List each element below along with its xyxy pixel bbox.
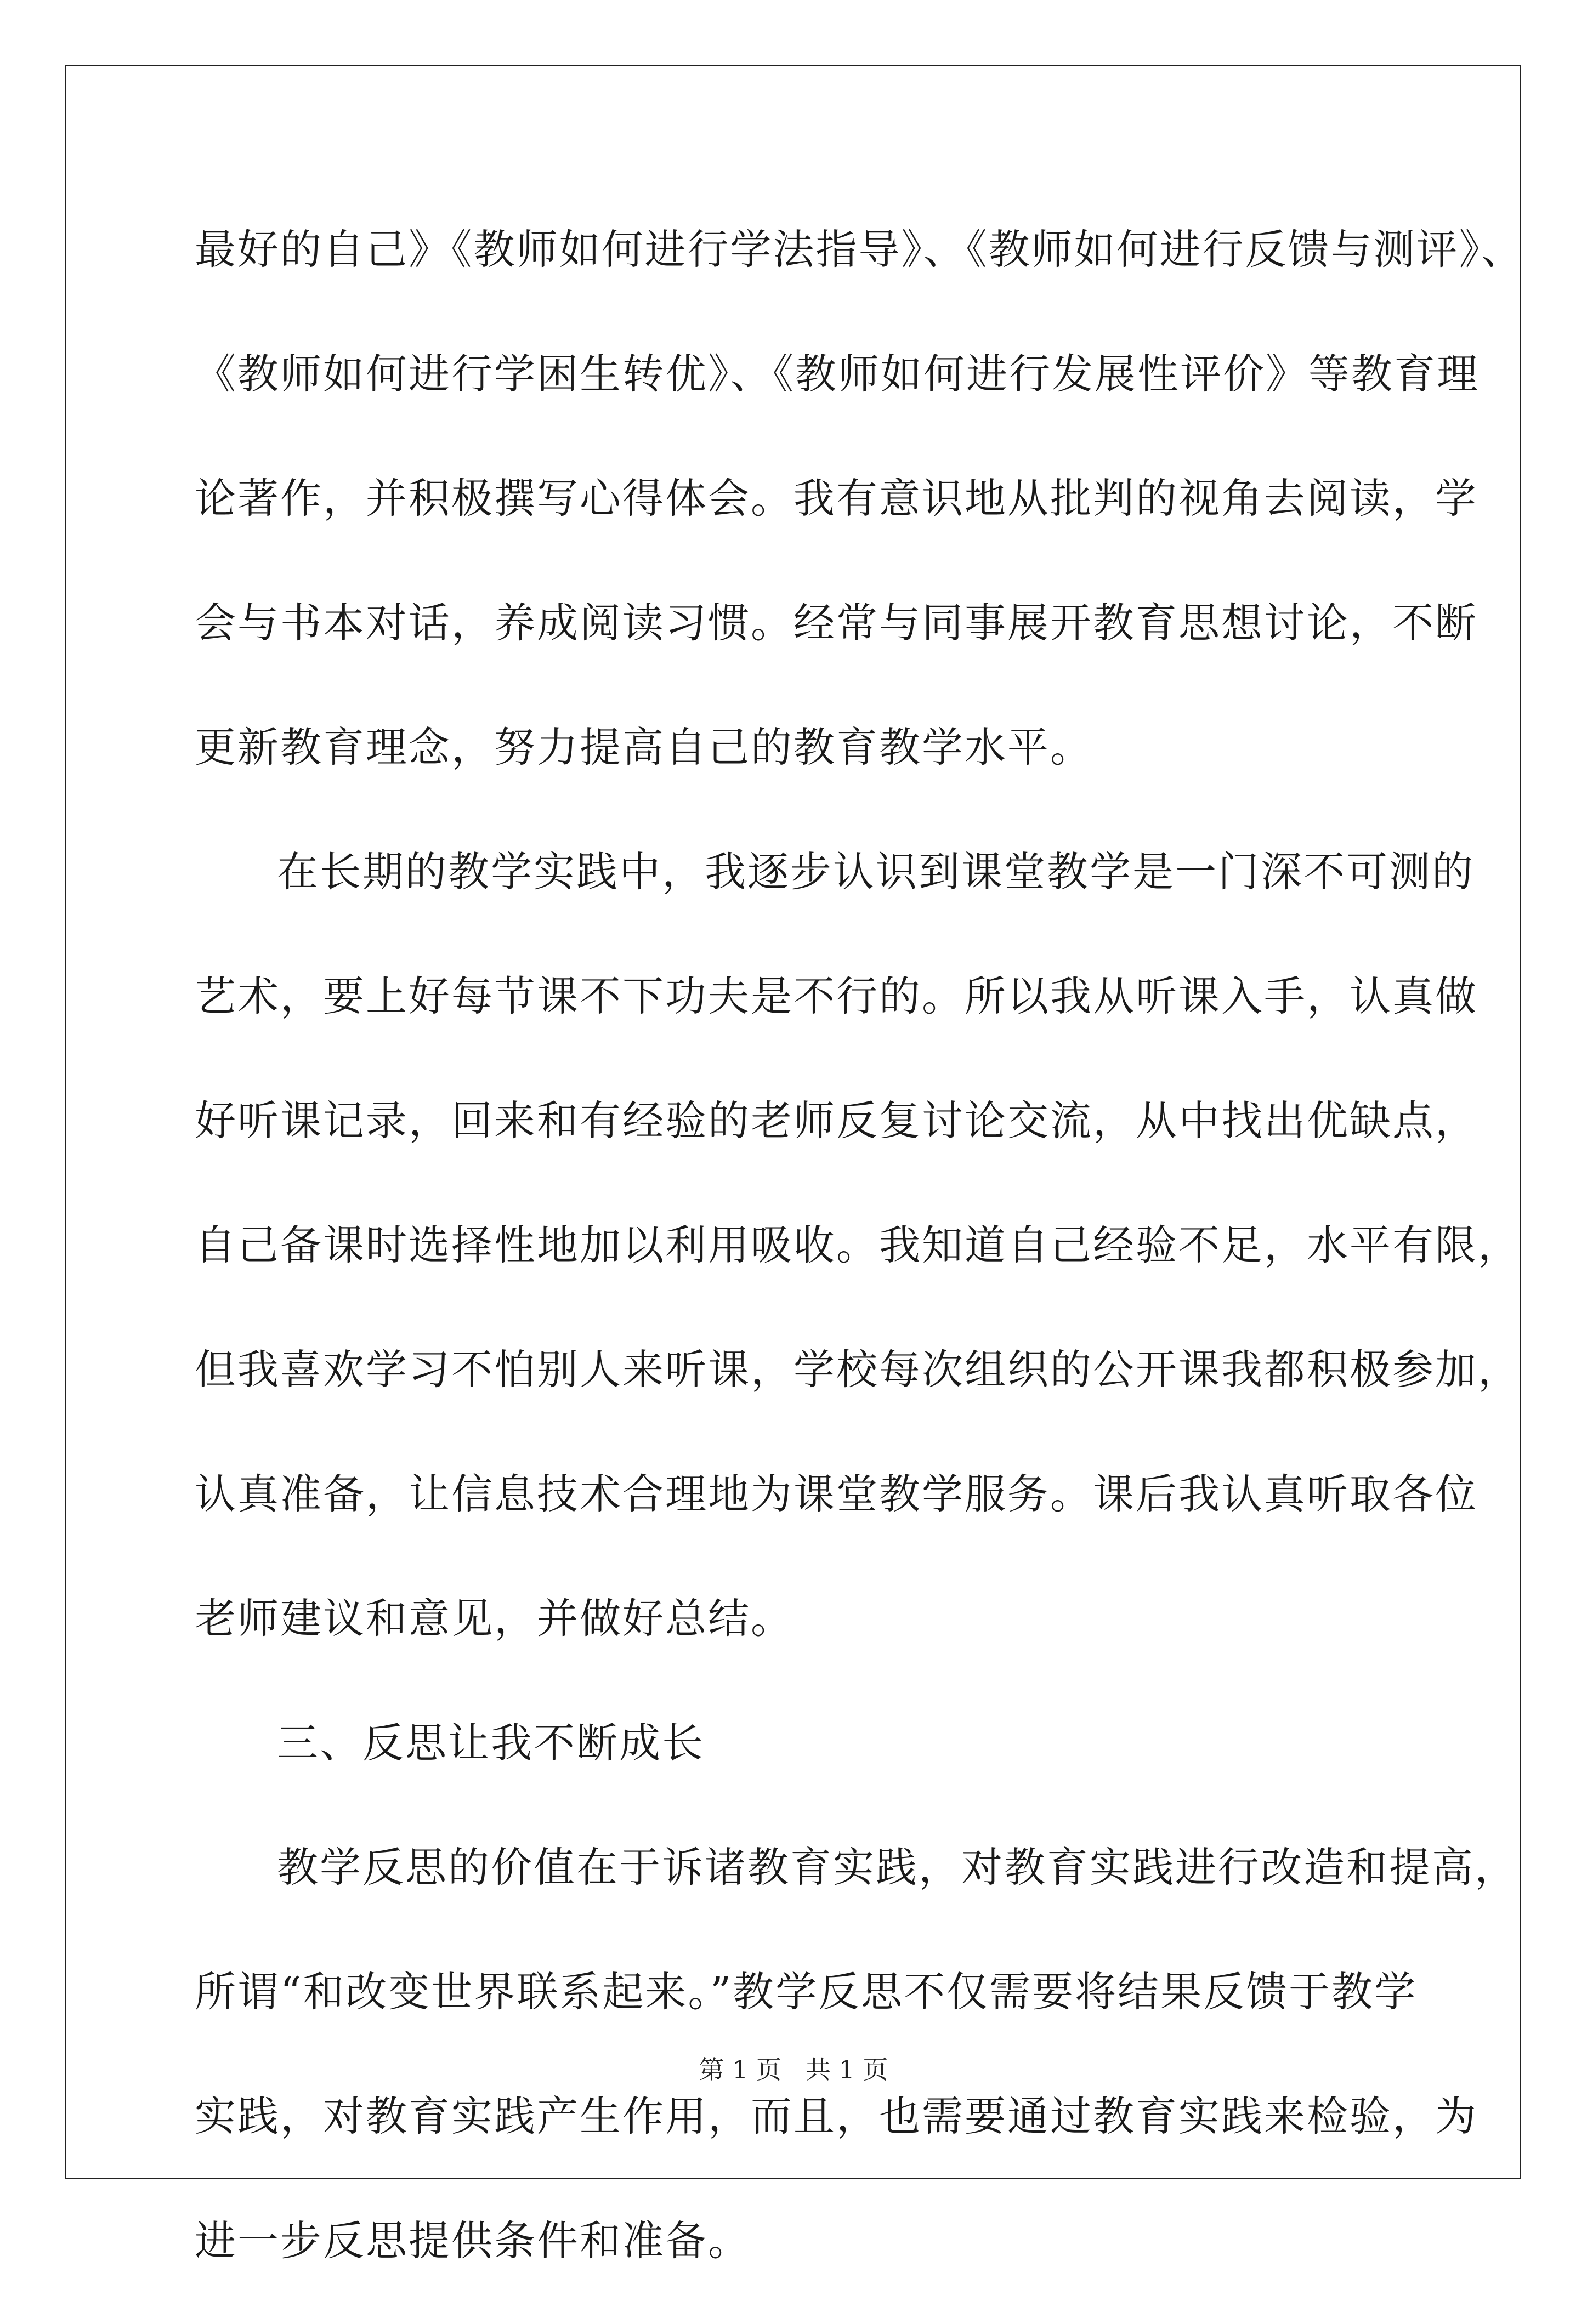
text-line: 进一步反思提供条件和准备。 bbox=[195, 2217, 751, 2265]
text-line: 认真准备，让信息技术合理地为课堂教学服务。课后我认真听取各位 bbox=[195, 1470, 1478, 1518]
text-line: 实践，对教育实践产生作用，而且，也需要通过教育实践来检验，为 bbox=[195, 2092, 1478, 2140]
document-body bbox=[195, 208, 1524, 2324]
text-line: 老师建议和意见，并做好总结。 bbox=[195, 1594, 794, 1643]
paragraph-first-line: 教学反思的价值在于诉诸教育实践，对教育实践进行改造和提高， bbox=[277, 1843, 1518, 1891]
text-line: 论著作，并积极撰写心得体会。我有意识地从批判的视角去阅读，学 bbox=[195, 474, 1478, 522]
text-line: 最好的自己》《教师如何进行学法指导》、《教师如何进行反馈与测评》、 bbox=[195, 225, 1524, 274]
section-heading: 三、反思让我不断成长 bbox=[277, 1719, 705, 1767]
text-line: 会与书本对话，养成阅读习惯。经常与同事展开教育思想讨论，不断 bbox=[195, 599, 1478, 647]
text-line: 自己备课时选择性地加以利用吸收。我知道自己经验不足，水平有限， bbox=[195, 1221, 1521, 1269]
page-number-footer: 第 1 页 共 1 页 bbox=[699, 2055, 888, 2084]
text-line: 好听课记录，回来和有经验的老师反复讨论交流，从中找出优缺点， bbox=[195, 1096, 1478, 1145]
paragraph-first-line: 在长期的教学实践中，我逐步认识到课堂教学是一门深不可测的 bbox=[277, 848, 1475, 896]
text-line: 但我喜欢学习不怕别人来听课，学校每次组织的公开课我都积极参加， bbox=[195, 1345, 1521, 1394]
text-line: 所谓“和改变世界联系起来。”教学反思不仅需要将结果反馈于教学 bbox=[195, 1968, 1418, 2016]
text-line: 《教师如何进行学困生转优》、《教师如何进行发展性评价》等教育理 bbox=[195, 350, 1480, 398]
text-line: 艺术，要上好每节课不下功夫是不行的。所以我从听课入手，认真做 bbox=[195, 972, 1478, 1020]
text-line: 更新教育理念，努力提高自己的教育教学水平。 bbox=[195, 723, 1093, 771]
